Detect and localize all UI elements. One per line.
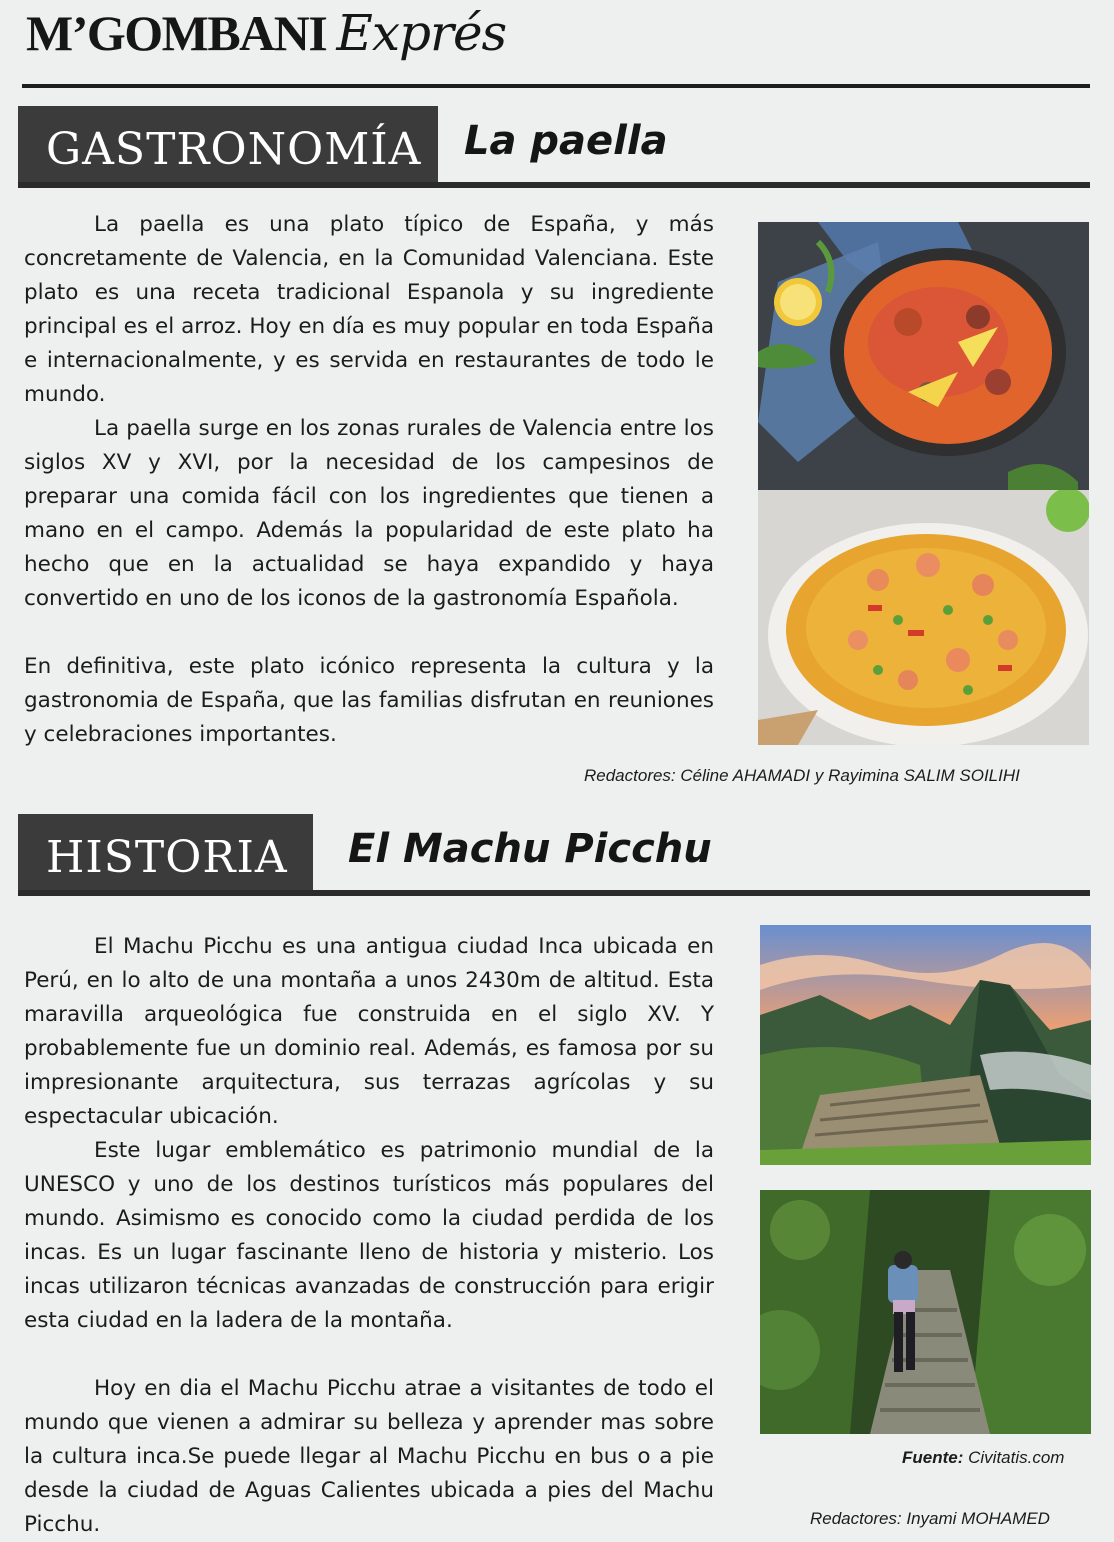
- credit-paella: Redactores: Céline AHAMADI y Rayimina SALIM SOILIHI: [584, 766, 1020, 785]
- paragraph: El Machu Picchu es una antigua ciudad Inca ubicada en Perú, en lo alto de una montaña a unos 2430m de altitud. Esta maravilla arqueológica fue construida en el siglo XV. Y probablemente fue un dominio real. Además, es famosa por su impresionante arquitectura, sus terrazas agrícolas y su espectacular ubicación.: [24, 934, 714, 1129]
- section-label: GASTRONOMÍA: [18, 106, 438, 182]
- section-rule: [18, 182, 1090, 188]
- masthead: [26, 4, 506, 74]
- section-header-gastronomia: [18, 106, 1090, 188]
- machu-picchu-photo: [760, 925, 1091, 1165]
- paragraph: La paella surge en los zonas rurales de Valencia entre los siglos XV y XVI, por la necesidad de los campesinos de preparar una comida fácil con los ingredientes que tienen a mano en el campo. Además la popularidad de este plato ha hecho que en la actualidad se haya expandido y haya convertido en uno de los iconos de la gastronomía Española.: [24, 416, 714, 611]
- masthead-script: Exprés: [336, 4, 507, 62]
- section-rule: [18, 890, 1090, 896]
- source-credit: [902, 1448, 1064, 1468]
- paella-photo-top: [758, 222, 1089, 490]
- paragraph: La paella es una plato típico de España, y más concretamente de Valencia, en la Comunidad Valenciana. Este plato es una receta tradicional Espanola y su ingrediente principal es el arroz. Hoy en día es muy popular en toda España e internacionalmente, y es servida en restaurantes de todo le mundo.: [24, 212, 714, 407]
- article-body-paella: [24, 208, 714, 752]
- masthead-name: M’GOMBANI: [26, 5, 327, 61]
- paragraph: Hoy en dia el Machu Picchu atrae a visitantes de todo el mundo que vienen a admirar su belleza y aprender mas sobre la cultura inca.Se puede llegar al Machu Picchu en bus o a pie desde la ciudad de Aguas Calientes ubicada a pies del Machu Picchu.: [24, 1376, 714, 1537]
- section-header-historia: [18, 814, 1090, 896]
- paragraph: En definitiva, este plato icónico representa la cultura y la gastronomia de España, que las familias disfrutan en reuniones y celebraciones importantes.: [24, 654, 714, 747]
- credit-machu-picchu: Redactores: Inyami MOHAMED: [810, 1509, 1050, 1528]
- article-body-machu-picchu: [24, 930, 714, 1542]
- source-label: Fuente:: [902, 1448, 964, 1467]
- section-label: HISTORIA: [18, 814, 313, 890]
- source-value: Civitatis.com: [968, 1448, 1065, 1467]
- paragraph: Este lugar emblemático es patrimonio mundial de la UNESCO y uno de los destinos turísticos más populares del mundo. Asimismo es conocido como la ciudad perdida de los incas. Es un lugar fascinante lleno de historia y misterio. Los incas utilizaron técnicas avanzadas de construcción para erigir esta ciudad en la ladera de la montaña.: [24, 1138, 714, 1333]
- section-title: La paella: [464, 118, 668, 164]
- section-title: El Machu Picchu: [348, 826, 712, 872]
- hiker-trail-photo: [760, 1190, 1091, 1434]
- paella-photo-bottom: [758, 490, 1089, 745]
- masthead-rule: [22, 84, 1090, 88]
